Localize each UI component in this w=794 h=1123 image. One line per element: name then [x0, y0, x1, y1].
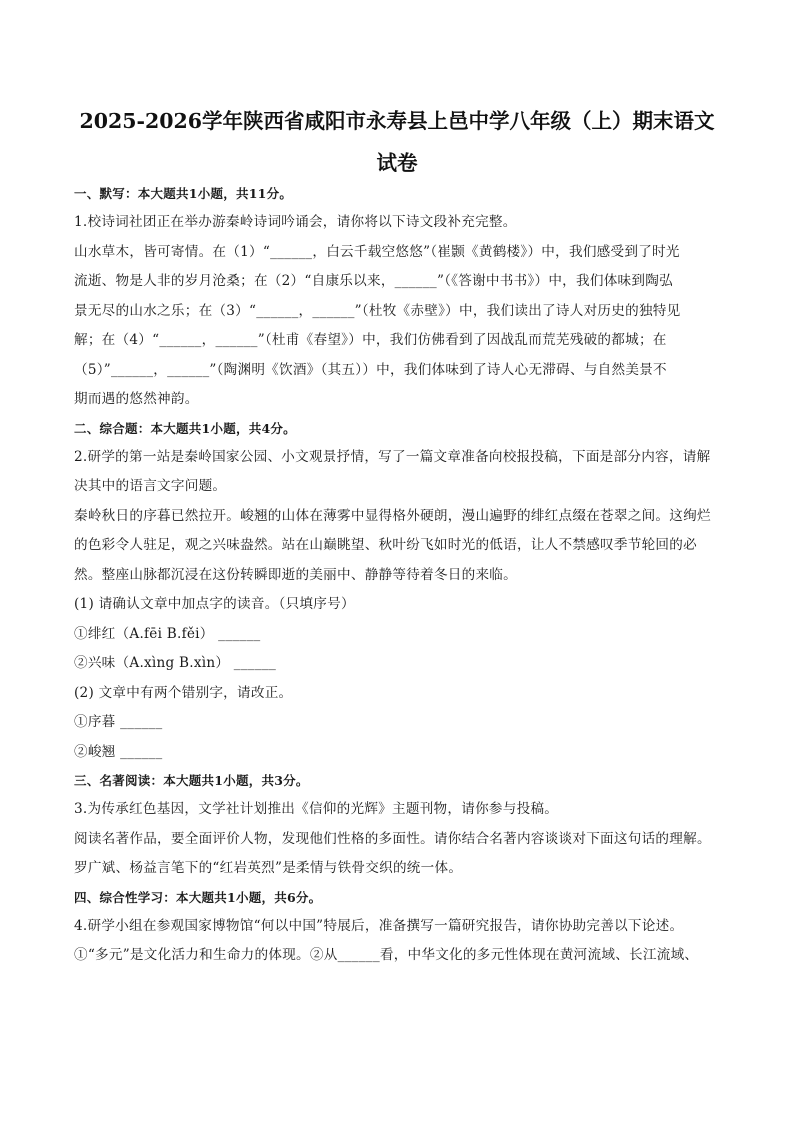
question-1-line: 1.校诗词社团正在举办游秦岭诗词吟诵会，请你将以下诗文段补充完整。 [74, 214, 517, 230]
question-4-line: ①“多元”是文化活力和生命力的体现。②从______看，中华文化的多元性体现在黄河流域、长江流域、 [74, 947, 699, 963]
question-3-line: 罗广斌、杨益言笔下的“红岩英烈”是柔情与铁骨交织的统一体。 [74, 860, 463, 876]
section-header-1: 一、默写：本大题共1小题，共11分。 [74, 186, 293, 201]
question-2-line: 2.研学的第一站是秦岭国家公园、小文观景抒情，写了一篇文章准备向校报投稿，下面是部分内容，请解 [74, 448, 711, 465]
question-2-line: 决其中的语言文字问题。 [74, 478, 227, 494]
section-header-3: 三、名著阅读：本大题共1小题，共3分。 [74, 773, 309, 788]
question-1-line: 期而遇的悠然神韵。 [74, 391, 199, 407]
question-1-line: 解；在（4）“______，______”（杜甫《春望》）中，我们仿佛看到了因战乱而荒芜残破的都城；在 [74, 332, 667, 348]
question-1-line: 景无尽的山水之乐；在（3）“______，______”（杜牧《赤壁》）中，我们读出了诗人对历史的独特见 [74, 302, 681, 319]
question-3-line: 阅读名著作品，要全面评价人物，发现他们性格的多面性。请你结合名著内容谈谈对下面这句话的理解。 [74, 830, 711, 847]
question-2-line: 的色彩令人驻足，观之兴味盎然。站在山巅眺望、秋叶纷飞如时光的低语，让人不禁感叹季节轮回的必 [74, 537, 697, 553]
question-1-line: （5）”______，______”（陶渊明《饮酒》（其五））中，我们体味到了诗人心无滞碍、与自然美景不 [74, 361, 667, 378]
question-4-line: 4.研学小组在参观国家博物馆“何以中国”特展后，准备撰写一篇研究报告，请你协助完善以下论述。 [74, 917, 684, 934]
question-2-line: (2) 文章中有两个错别字，请改正。 [74, 684, 293, 701]
question-2-line: 然。整座山脉都沉浸在这份转瞬即逝的美丽中、静静等待着冬日的来临。 [74, 566, 517, 583]
question-2-line: (1) 请确认文章中加点字的读音。（只填序号） [74, 596, 355, 612]
question-2-line: ②兴味（A.xìng B.xìn） ______ [74, 655, 277, 671]
exam-body [74, 180, 722, 971]
exam-title-line-2: 试卷 [376, 151, 418, 175]
section-header-2: 二、综合题：本大题共1小题，共4分。 [74, 420, 296, 436]
section-header-4: 四、综合性学习：本大题共1小题，共6分。 [74, 889, 322, 905]
question-1-line: 流逝、物是人非的岁月沧桑；在（2）“自康乐以来，______”（《答谢中书书》）中，我们体味到陶弘 [74, 273, 673, 289]
question-2-line: ①序暮 ______ [74, 714, 163, 730]
question-3-line: 3.为传承红色基因，文学社计划推出《信仰的光辉》主题刊物，请你参与投稿。 [74, 801, 559, 817]
question-1-line: 山水草木，皆可寄情。在（1）“______，白云千载空悠悠”（崔颢《黄鹤楼》）中，我们感受到了时光 [74, 243, 680, 260]
question-2-line: ①绯红（A.fēi B.fěi） ______ [74, 625, 261, 642]
question-2-line: ②峻翘 ______ [74, 743, 163, 760]
question-2-line: 秦岭秋日的序暮已然拉开。峻翘的山体在薄雾中显得格外硬朗，漫山遍野的绯红点缀在苍翠之间。这绚烂 [74, 507, 711, 524]
exam-title-line-1: 2025-2026学年陕西省咸阳市永寿县上邑中学八年级（上）期末语文 [79, 109, 715, 133]
